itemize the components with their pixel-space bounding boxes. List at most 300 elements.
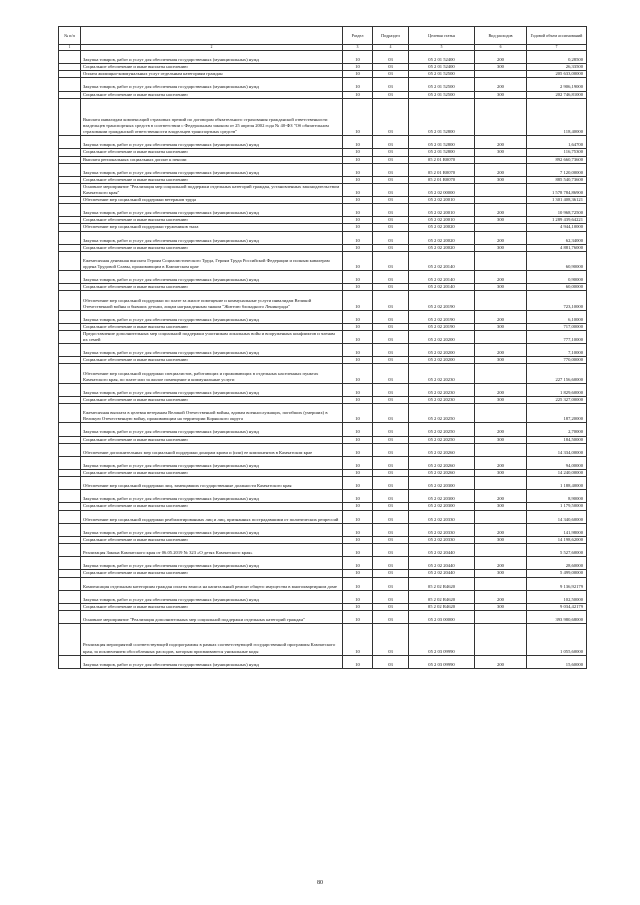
cell-name: Социальное обеспечение и иные выплаты населению	[81, 570, 343, 577]
cell-target-article: 05 2 02 20250	[409, 404, 475, 423]
cell-razdel: 10	[343, 655, 373, 668]
cell-target-article: 05 2 02 20250	[409, 423, 475, 436]
cell-number	[59, 357, 81, 364]
header-name	[81, 27, 343, 45]
cell-number	[59, 217, 81, 224]
cell-target-article: 05 2 02 20140	[409, 251, 475, 270]
table-row	[59, 163, 587, 176]
cell-razdel: 10	[343, 396, 373, 403]
cell-name: Социальное обеспечение и иные выплаты населению	[81, 536, 343, 543]
cell-target-article: 05 2 01 52400	[409, 51, 475, 64]
cell-razdel: 10	[343, 364, 373, 383]
cell-target-article: 05 2 02 20190	[409, 310, 475, 323]
cell-target-article: 05 2 02 20230	[409, 364, 475, 383]
table-row	[59, 231, 587, 244]
cell-podrazdel: 03	[373, 624, 409, 656]
cell-amount: 102,50000	[527, 590, 587, 603]
table-row	[59, 557, 587, 570]
cell-name: Обеспечение мер социальной поддержки по плате за жилое помещение и коммунальные услуги инвалидам Великой Отечественной войны и бывших детьми, лицам награжденным знаком "Жителю блокадного Ленинграда"	[81, 291, 343, 310]
cell-number	[59, 590, 81, 603]
cell-razdel: 10	[343, 149, 373, 156]
cell-podrazdel: 03	[373, 423, 409, 436]
cell-name: Закупка товаров, работ и услуг для обеспечения государственных (муниципальных) нужд	[81, 231, 343, 244]
cell-number	[59, 291, 81, 310]
cell-name: Закупка товаров, работ и услуг для обеспечения государственных (муниципальных) нужд	[81, 423, 343, 436]
cell-podrazdel: 03	[373, 136, 409, 149]
cell-name: Социальное обеспечение и иные выплаты населению	[81, 244, 343, 251]
cell-expense-type: 200	[475, 78, 527, 91]
cell-podrazdel: 03	[373, 204, 409, 217]
cell-target-article: 05 2 02 20260	[409, 443, 475, 456]
table-row	[59, 271, 587, 284]
cell-razdel: 10	[343, 577, 373, 590]
cell-name: Социальное обеспечение и иные выплаты населению	[81, 396, 343, 403]
cell-amount: 393 980,68000	[527, 610, 587, 623]
cell-razdel: 10	[343, 176, 373, 183]
cell-expense-type: 200	[475, 590, 527, 603]
cell-name: Основное мероприятие "Реализация мер социальной поддержки отдельных категорий граждан, установленных законодательством Камчатского края"	[81, 183, 343, 196]
table-row	[59, 91, 587, 98]
cell-amount: 4 944,10000	[527, 224, 587, 231]
table-row	[59, 136, 587, 149]
cell-name: Обеспечение мер социальной поддержки ветеранов труда	[81, 197, 343, 204]
cell-number	[59, 544, 81, 557]
cell-podrazdel: 03	[373, 71, 409, 78]
cell-number	[59, 244, 81, 251]
cell-name: Социальное обеспечение и иные выплаты населению	[81, 603, 343, 610]
cell-podrazdel: 03	[373, 271, 409, 284]
cell-expense-type: 300	[475, 217, 527, 224]
cell-number	[59, 51, 81, 64]
cell-amount: 227 156,60000	[527, 364, 587, 383]
table-row	[59, 423, 587, 436]
cell-expense-type: 300	[475, 603, 527, 610]
cell-name: Обеспечение мер социальной поддержки специалистов, работающих и проживающих в отдельных населенных пунктах Камчатского края, по плате или за жилое помещение и коммунальные услуги	[81, 364, 343, 383]
cell-expense-type: 200	[475, 310, 527, 323]
table-row	[59, 477, 587, 490]
table-row	[59, 655, 587, 668]
cell-expense-type: 300	[475, 357, 527, 364]
cell-number	[59, 251, 81, 270]
cell-name: Выплата региональных социальных доплат к пенсии	[81, 156, 343, 163]
cell-target-article: 05 2 03 09990	[409, 624, 475, 656]
cell-podrazdel: 03	[373, 323, 409, 330]
cell-amount: 116,75300	[527, 149, 587, 156]
cell-name: Закупка товаров, работ и услуг для обеспечения государственных (муниципальных) нужд	[81, 490, 343, 503]
table-row	[59, 443, 587, 456]
cell-target-article: 05 2 02 20230	[409, 383, 475, 396]
table-row	[59, 344, 587, 357]
cell-amount: 770,00000	[527, 357, 587, 364]
cell-razdel: 10	[343, 291, 373, 310]
header-annual-amount: Годовой объем ассигнований	[527, 27, 587, 45]
table-row	[59, 577, 587, 590]
cell-name: Выплата инвалидам компенсаций страховых премий по договорам обязательного страхования гражданской ответственности владельцев транспортных средств в соответствии с Федеральным законом от 25 апреля 2002 года № 40-ФЗ "Об обязательном страховании гражданской ответственности владельцев транспортных средств"	[81, 98, 343, 136]
cell-target-article: 05 2 02 20190	[409, 291, 475, 310]
cell-podrazdel: 03	[373, 98, 409, 136]
cell-razdel: 10	[343, 523, 373, 536]
cell-target-article: 05 2 02 20140	[409, 284, 475, 291]
table-row	[59, 78, 587, 91]
cell-amount: 892 660,73600	[527, 156, 587, 163]
table-row	[59, 396, 587, 403]
cell-number	[59, 603, 81, 610]
cell-target-article: 05 2 02 20200	[409, 344, 475, 357]
table-row	[59, 404, 587, 423]
cell-podrazdel: 03	[373, 217, 409, 224]
cell-razdel: 10	[343, 98, 373, 136]
table-row	[59, 217, 587, 224]
cell-amount: 0,28500	[527, 51, 587, 64]
cell-name: Социальное обеспечение и иные выплаты населению	[81, 176, 343, 183]
cell-podrazdel: 03	[373, 51, 409, 64]
cell-expense-type	[475, 624, 527, 656]
cell-razdel: 10	[343, 231, 373, 244]
cell-expense-type: 300	[475, 284, 527, 291]
header-razdel: Раздел	[343, 27, 373, 45]
header-target-article: Целевая статья	[409, 27, 475, 45]
cell-number	[59, 323, 81, 330]
column-number: 4	[373, 45, 409, 51]
cell-expense-type: 200	[475, 204, 527, 217]
cell-expense-type	[475, 156, 527, 163]
cell-expense-type	[475, 364, 527, 383]
cell-amount: 0,90000	[527, 271, 587, 284]
cell-target-article: 05 2 02 20330	[409, 510, 475, 523]
cell-name: Обеспечение мер социальной поддержки реабилитированных лиц и лиц, признанных пострадавшими от политических репрессий	[81, 510, 343, 523]
cell-name: Закупка товаров, работ и услуг для обеспечения государственных (муниципальных) нужд	[81, 523, 343, 536]
column-number: 6	[475, 45, 527, 51]
cell-razdel: 10	[343, 78, 373, 91]
cell-podrazdel: 03	[373, 404, 409, 423]
cell-target-article: 05 2 02 R4620	[409, 590, 475, 603]
cell-razdel: 10	[343, 244, 373, 251]
cell-amount: 7,10000	[527, 344, 587, 357]
cell-podrazdel: 03	[373, 436, 409, 443]
cell-target-article: 05 2 02 20440	[409, 544, 475, 557]
cell-razdel: 10	[343, 310, 373, 323]
cell-amount: 14 240,00000	[527, 470, 587, 477]
cell-amount: 1 578 784,86900	[527, 183, 587, 196]
cell-podrazdel: 03	[373, 577, 409, 590]
table-row	[59, 98, 587, 136]
cell-amount: 26,33500	[527, 64, 587, 71]
cell-number	[59, 536, 81, 543]
cell-razdel: 10	[343, 224, 373, 231]
table-row	[59, 570, 587, 577]
cell-target-article: 05 2 01 52500	[409, 91, 475, 98]
table-row	[59, 51, 587, 64]
table-row	[59, 436, 587, 443]
cell-razdel: 10	[343, 383, 373, 396]
cell-razdel: 10	[343, 490, 373, 503]
cell-expense-type: 200	[475, 490, 527, 503]
cell-number	[59, 284, 81, 291]
cell-podrazdel: 03	[373, 383, 409, 396]
cell-number	[59, 271, 81, 284]
cell-razdel: 10	[343, 590, 373, 603]
cell-expense-type: 200	[475, 557, 527, 570]
cell-expense-type	[475, 251, 527, 270]
column-number: 1	[59, 45, 81, 51]
cell-amount: 60,90000	[527, 251, 587, 270]
cell-amount: 14 198,62000	[527, 536, 587, 543]
cell-podrazdel: 03	[373, 310, 409, 323]
cell-podrazdel: 03	[373, 443, 409, 456]
cell-name: Реализация Закона Камчатского края от 06.05.2019 № 323 «О детях Камчатского края»	[81, 544, 343, 557]
cell-target-article: 05 2 02 20440	[409, 557, 475, 570]
table-row	[59, 536, 587, 543]
cell-amount: 187,20000	[527, 404, 587, 423]
cell-razdel: 10	[343, 91, 373, 98]
table-body	[59, 51, 587, 669]
cell-amount: 141,98000	[527, 523, 587, 536]
cell-expense-type: 300	[475, 323, 527, 330]
cell-number	[59, 204, 81, 217]
cell-expense-type: 300	[475, 64, 527, 71]
cell-name: Закупка товаров, работ и услуг для обеспечения государственных (муниципальных) нужд	[81, 271, 343, 284]
cell-name: Закупка товаров, работ и услуг для обеспечения государственных (муниципальных) нужд	[81, 456, 343, 469]
cell-number	[59, 71, 81, 78]
cell-podrazdel: 03	[373, 183, 409, 196]
cell-number	[59, 231, 81, 244]
cell-expense-type: 300	[475, 149, 527, 156]
table-row	[59, 544, 587, 557]
cell-target-article: 05 2 02 20330	[409, 536, 475, 543]
cell-expense-type	[475, 224, 527, 231]
cell-target-article: 05 2 02 00000	[409, 183, 475, 196]
cell-name: Закупка товаров, работ и услуг для обеспечения государственных (муниципальных) нужд	[81, 78, 343, 91]
table-row	[59, 470, 587, 477]
column-number: 2	[81, 45, 343, 51]
header-row	[59, 27, 587, 45]
cell-amount: 2,70000	[527, 423, 587, 436]
table-row	[59, 603, 587, 610]
cell-amount: 777,10000	[527, 331, 587, 344]
cell-number	[59, 310, 81, 323]
cell-expense-type: 200	[475, 383, 527, 396]
cell-target-article: 05 2 01 R0070	[409, 176, 475, 183]
cell-expense-type: 200	[475, 271, 527, 284]
cell-number	[59, 98, 81, 136]
cell-expense-type	[475, 577, 527, 590]
cell-name: Ежемесячная выплата в целевая ветеранам Великой Отечественной войны, вдовам военнослужащих, погибших (умерших) в Великую Отечественную войну, проживающим на территории Корякского округа	[81, 404, 343, 423]
cell-podrazdel: 03	[373, 490, 409, 503]
column-number: 7	[527, 45, 587, 51]
cell-expense-type: 300	[475, 536, 527, 543]
cell-expense-type	[475, 610, 527, 623]
cell-razdel: 10	[343, 510, 373, 523]
cell-expense-type	[475, 98, 527, 136]
cell-number	[59, 163, 81, 176]
cell-amount: 62,34000	[527, 231, 587, 244]
cell-expense-type: 200	[475, 344, 527, 357]
cell-target-article: 05 2 01 52500	[409, 71, 475, 78]
cell-target-article: 05 2 02 20020	[409, 231, 475, 244]
table-row	[59, 310, 587, 323]
cell-amount: 6,10000	[527, 310, 587, 323]
table-row	[59, 251, 587, 270]
cell-expense-type	[475, 443, 527, 456]
cell-target-article: 05 2 01 52800	[409, 149, 475, 156]
cell-name: Реализация мероприятий соответствующей подпрограммы в рамках соответствующей государственной программы Камчатского края, за исключением обособленных расходов, которым присваиваются уникальные коды	[81, 624, 343, 656]
cell-name: Закупка товаров, работ и услуг для обеспечения государственных (муниципальных) нужд	[81, 163, 343, 176]
cell-target-article: 05 2 02 20230	[409, 396, 475, 403]
table-row	[59, 156, 587, 163]
cell-podrazdel: 03	[373, 357, 409, 364]
cell-expense-type	[475, 197, 527, 204]
table-row	[59, 383, 587, 396]
cell-name: Закупка товаров, работ и услуг для обеспечения государственных (муниципальных) нужд	[81, 344, 343, 357]
cell-target-article: 05 2 02 20330	[409, 523, 475, 536]
cell-number	[59, 557, 81, 570]
cell-number	[59, 503, 81, 510]
cell-name: Закупка товаров, работ и услуг для обеспечения государственных (муниципальных) нужд	[81, 655, 343, 668]
table-row	[59, 149, 587, 156]
cell-name: Обеспечение мер социальной поддержки тружеников тыла	[81, 224, 343, 231]
cell-podrazdel: 03	[373, 251, 409, 270]
cell-expense-type: 200	[475, 423, 527, 436]
cell-number	[59, 610, 81, 623]
cell-number	[59, 183, 81, 196]
cell-razdel: 10	[343, 610, 373, 623]
cell-podrazdel: 03	[373, 510, 409, 523]
column-number: 5	[409, 45, 475, 51]
cell-amount: 1 188,40000	[527, 477, 587, 490]
cell-podrazdel: 03	[373, 156, 409, 163]
cell-target-article: 05 2 02 20300	[409, 503, 475, 510]
table-row	[59, 590, 587, 603]
cell-target-article: 05 2 02 20200	[409, 331, 475, 344]
cell-target-article: 05 2 02 20010	[409, 204, 475, 217]
table-row	[59, 503, 587, 510]
cell-podrazdel: 03	[373, 523, 409, 536]
cell-expense-type	[475, 510, 527, 523]
cell-razdel: 10	[343, 284, 373, 291]
table-row	[59, 490, 587, 503]
cell-amount: 1 301 408,36121	[527, 197, 587, 204]
cell-amount: 94,00000	[527, 456, 587, 469]
cell-target-article: 05 2 02 20300	[409, 477, 475, 490]
cell-number	[59, 344, 81, 357]
cell-expense-type: 200	[475, 523, 527, 536]
cell-number	[59, 176, 81, 183]
cell-number	[59, 577, 81, 590]
table-row	[59, 183, 587, 196]
cell-podrazdel: 03	[373, 396, 409, 403]
table-row	[59, 331, 587, 344]
cell-amount: 10 968,72500	[527, 204, 587, 217]
cell-razdel: 10	[343, 470, 373, 477]
cell-podrazdel: 03	[373, 610, 409, 623]
table-row	[59, 610, 587, 623]
cell-name: Социальное обеспечение и иные выплаты населению	[81, 436, 343, 443]
cell-number	[59, 78, 81, 91]
table-row	[59, 284, 587, 291]
budget-table	[58, 26, 587, 669]
cell-expense-type: 300	[475, 176, 527, 183]
cell-razdel: 10	[343, 544, 373, 557]
cell-number	[59, 64, 81, 71]
cell-podrazdel: 03	[373, 78, 409, 91]
column-number: 3	[343, 45, 373, 51]
cell-podrazdel: 03	[373, 244, 409, 251]
cell-podrazdel: 03	[373, 331, 409, 344]
cell-razdel: 10	[343, 217, 373, 224]
cell-number	[59, 136, 81, 149]
cell-podrazdel: 03	[373, 557, 409, 570]
cell-target-article: 05 2 02 20200	[409, 357, 475, 364]
cell-expense-type	[475, 477, 527, 490]
cell-expense-type: 300	[475, 396, 527, 403]
cell-target-article: 05 2 02 R4620	[409, 603, 475, 610]
table-row	[59, 64, 587, 71]
cell-name: Закупка товаров, работ и услуг для обеспечения государственных (муниципальных) нужд	[81, 51, 343, 64]
cell-name: Социальное обеспечение и иные выплаты населению	[81, 357, 343, 364]
cell-target-article: 05 2 02 20300	[409, 490, 475, 503]
cell-expense-type: 300	[475, 91, 527, 98]
cell-amount: 8,90000	[527, 490, 587, 503]
cell-expense-type	[475, 331, 527, 344]
cell-razdel: 10	[343, 624, 373, 656]
cell-number	[59, 470, 81, 477]
cell-podrazdel: 03	[373, 364, 409, 383]
cell-amount: 9 034,42179	[527, 603, 587, 610]
cell-podrazdel: 03	[373, 456, 409, 469]
cell-razdel: 10	[343, 64, 373, 71]
cell-podrazdel: 03	[373, 655, 409, 668]
table-row	[59, 624, 587, 656]
cell-podrazdel: 03	[373, 149, 409, 156]
page-number: 80	[317, 880, 323, 886]
table-row	[59, 244, 587, 251]
cell-expense-type: 300	[475, 503, 527, 510]
cell-podrazdel: 03	[373, 64, 409, 71]
cell-target-article: 05 2 02 20020	[409, 224, 475, 231]
cell-target-article: 05 2 02 20440	[409, 570, 475, 577]
cell-expense-type: 200	[475, 456, 527, 469]
cell-razdel: 10	[343, 331, 373, 344]
cell-name: Закупка товаров, работ и услуг для обеспечения государственных (муниципальных) нужд	[81, 204, 343, 217]
cell-number	[59, 423, 81, 436]
cell-expense-type: 200	[475, 51, 527, 64]
cell-razdel: 10	[343, 323, 373, 330]
cell-razdel: 10	[343, 51, 373, 64]
cell-amount: 118,40000	[527, 98, 587, 136]
cell-number	[59, 510, 81, 523]
cell-podrazdel: 03	[373, 536, 409, 543]
cell-target-article: 05 2 02 20250	[409, 436, 475, 443]
cell-amount: 2 906,19000	[527, 78, 587, 91]
cell-podrazdel: 03	[373, 590, 409, 603]
budget-table-page	[58, 26, 586, 669]
cell-number	[59, 490, 81, 503]
cell-razdel: 10	[343, 344, 373, 357]
cell-podrazdel: 03	[373, 470, 409, 477]
cell-razdel: 10	[343, 204, 373, 217]
cell-name: Социальное обеспечение и иные выплаты населению	[81, 323, 343, 330]
cell-target-article: 05 2 01 R0070	[409, 156, 475, 163]
cell-razdel: 10	[343, 136, 373, 149]
cell-name: Обеспечение дополнительных мер социальной поддержки донорам крови и (или) ее компонентов в Камчатском крае	[81, 443, 343, 456]
cell-target-article: 05 2 02 20010	[409, 217, 475, 224]
cell-razdel: 10	[343, 503, 373, 510]
cell-target-article: 05 2 01 52800	[409, 136, 475, 149]
cell-name: Закупка товаров, работ и услуг для обеспечения государственных (муниципальных) нужд	[81, 590, 343, 603]
table-row	[59, 456, 587, 469]
cell-number	[59, 570, 81, 577]
table-row	[59, 224, 587, 231]
